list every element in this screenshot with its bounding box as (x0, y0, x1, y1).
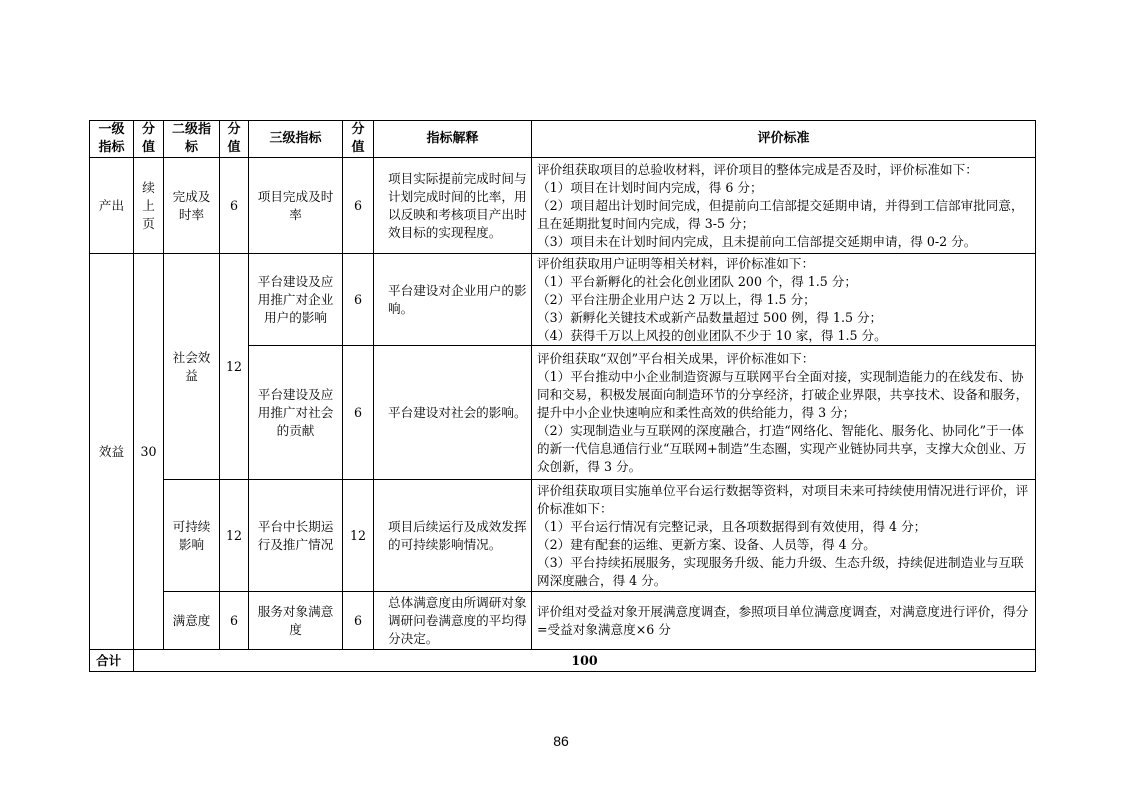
score2-cell: 12 (220, 254, 249, 480)
table-row (90, 480, 1036, 592)
score3-cell: 6 (343, 346, 374, 480)
level3-cell: 平台建设及应用推广对企业用户的影响 (249, 254, 343, 346)
explanation-cell: 项目实际提前完成时间与计划完成时间的比率，用以反映和考核项目产出时效目标的实现程度。 (374, 158, 532, 254)
total-label: 合计 (90, 650, 134, 672)
criteria-cell (532, 592, 1036, 650)
total-value: 100 (134, 650, 1036, 672)
level2-cell: 完成及时率 (164, 158, 220, 254)
criteria-line: （1）平台推动中小企业制造资源与互联网平台全面对接，实现制造能力的在线发布、协同和交易，积极发展面向制造环节的分享经济，打破企业界限，共享技术、设备和服务，提升中小企业快速响应和柔性高效的供给能力，得 3 分； (537, 368, 1029, 420)
evaluation-table (89, 120, 1036, 672)
header-l2: 二级指标 (164, 121, 220, 158)
level1-cell: 效益 (90, 254, 134, 650)
score2-cell: 6 (220, 158, 249, 254)
total-row (90, 650, 1036, 672)
criteria-line: 评价组获取项目的总验收材料，评价项目的整体完成是否及时，评价标准如下： (537, 161, 978, 177)
score3-cell: 6 (343, 254, 374, 346)
criteria-line: （3）新孵化关键技术或新产品数量超过 500 例，得 1.5 分； (537, 309, 883, 325)
criteria-line: （3）平台持续拓展服务，实现服务升级、能力升级、生态升级，持续促进制造业与互联网深度融合，得 4 分。 (537, 554, 1024, 588)
criteria-cell (532, 254, 1036, 346)
header-s3: 分值 (343, 121, 374, 158)
score3-cell: 6 (343, 158, 374, 254)
score2-cell: 12 (220, 480, 249, 592)
criteria-line: （1）项目在计划时间内完成，得 6 分； (537, 179, 763, 195)
explanation-cell: 总体满意度由所调研对象调研问卷满意度的平均得分决定。 (374, 592, 532, 650)
header-s2: 分值 (220, 121, 249, 158)
criteria-line: （2）平台注册企业用户达 2 万以上，得 1.5 分； (537, 291, 816, 307)
level2-cell: 社会效益 (164, 254, 220, 480)
page-number: 86 (553, 733, 569, 749)
criteria-line: 评价组获取项目实施单位平台运行数据等资料，对项目未来可持续使用情况进行评价，评价标准如下： (537, 482, 1029, 516)
score1-cell: 30 (134, 254, 164, 650)
criteria-line: 评价组获取用户证明等相关材料，评价标准如下： (537, 255, 815, 271)
criteria-line: （2）项目超出计划时间完成，但提前向工信部提交延期申请，并得到工信部审批同意，且在延期批复时间内完成，得 3-5 分； (537, 197, 1024, 231)
criteria-line: （3）项目未在计划时间内完成，且未提前向工信部提交延期申请，得 0-2 分。 (537, 233, 977, 249)
score3-cell: 6 (343, 592, 374, 650)
level3-cell: 服务对象满意度 (249, 592, 343, 650)
header-s1: 分值 (134, 121, 164, 158)
score2-cell: 6 (220, 592, 249, 650)
criteria-line: （4）获得千万以上风投的创业团队不少于 10 家，得 1.5 分。 (537, 327, 887, 343)
criteria-cell (532, 346, 1036, 480)
criteria-line: （1）平台运行情况有完整记录，且各项数据得到有效使用，得 4 分； (537, 518, 927, 534)
criteria-cell (532, 158, 1036, 254)
level2-cell: 满意度 (164, 592, 220, 650)
level3-cell: 平台中长期运行及推广情况 (249, 480, 343, 592)
criteria-line: （1）平台新孵化的社会化创业团队 200 个，得 1.5 分； (537, 273, 857, 289)
header-l3: 三级指标 (249, 121, 343, 158)
header-criteria: 评价标准 (532, 121, 1036, 158)
criteria-cell (532, 480, 1036, 592)
criteria-line: （2）实现制造业与互联网的深度融合，打造“网络化、智能化、服务化、协同化”于一体的新一代信息通信行业“互联网+制造”生态圈，实现产业链协同共享，支撑大众创业、万众创新，得 3 分。 (537, 422, 1027, 474)
table-row (90, 592, 1036, 650)
level1-cell: 产出 (90, 158, 134, 254)
explanation-cell: 项目后续运行及成效发挥的可持续影响情况。 (374, 480, 532, 592)
header-explanation: 指标解释 (374, 121, 532, 158)
explanation-cell: 平台建设对社会的影响。 (374, 346, 532, 480)
criteria-line: 评价组获取“双创”平台相关成果，评价标准如下： (537, 350, 815, 366)
level3-cell: 项目完成及时率 (249, 158, 343, 254)
criteria-line: （2）建有配套的运维、更新方案、设备、人员等，得 4 分。 (537, 536, 876, 552)
header-row (90, 121, 1036, 158)
table-row (90, 158, 1036, 254)
header-l1: 一级指标 (90, 121, 134, 158)
score1-cell: 续上页 (134, 158, 164, 254)
score3-cell: 12 (343, 480, 374, 592)
explanation-cell: 平台建设对企业用户的影响。 (374, 254, 532, 346)
table-row (90, 254, 1036, 346)
criteria-line: 评价组对受益对象开展满意度调查，参照项目单位满意度调查，对满意度进行评价，得分=受益对象满意度×6 分 (537, 603, 1029, 637)
level3-cell: 平台建设及应用推广对社会的贡献 (249, 346, 343, 480)
level2-cell: 可持续影响 (164, 480, 220, 592)
